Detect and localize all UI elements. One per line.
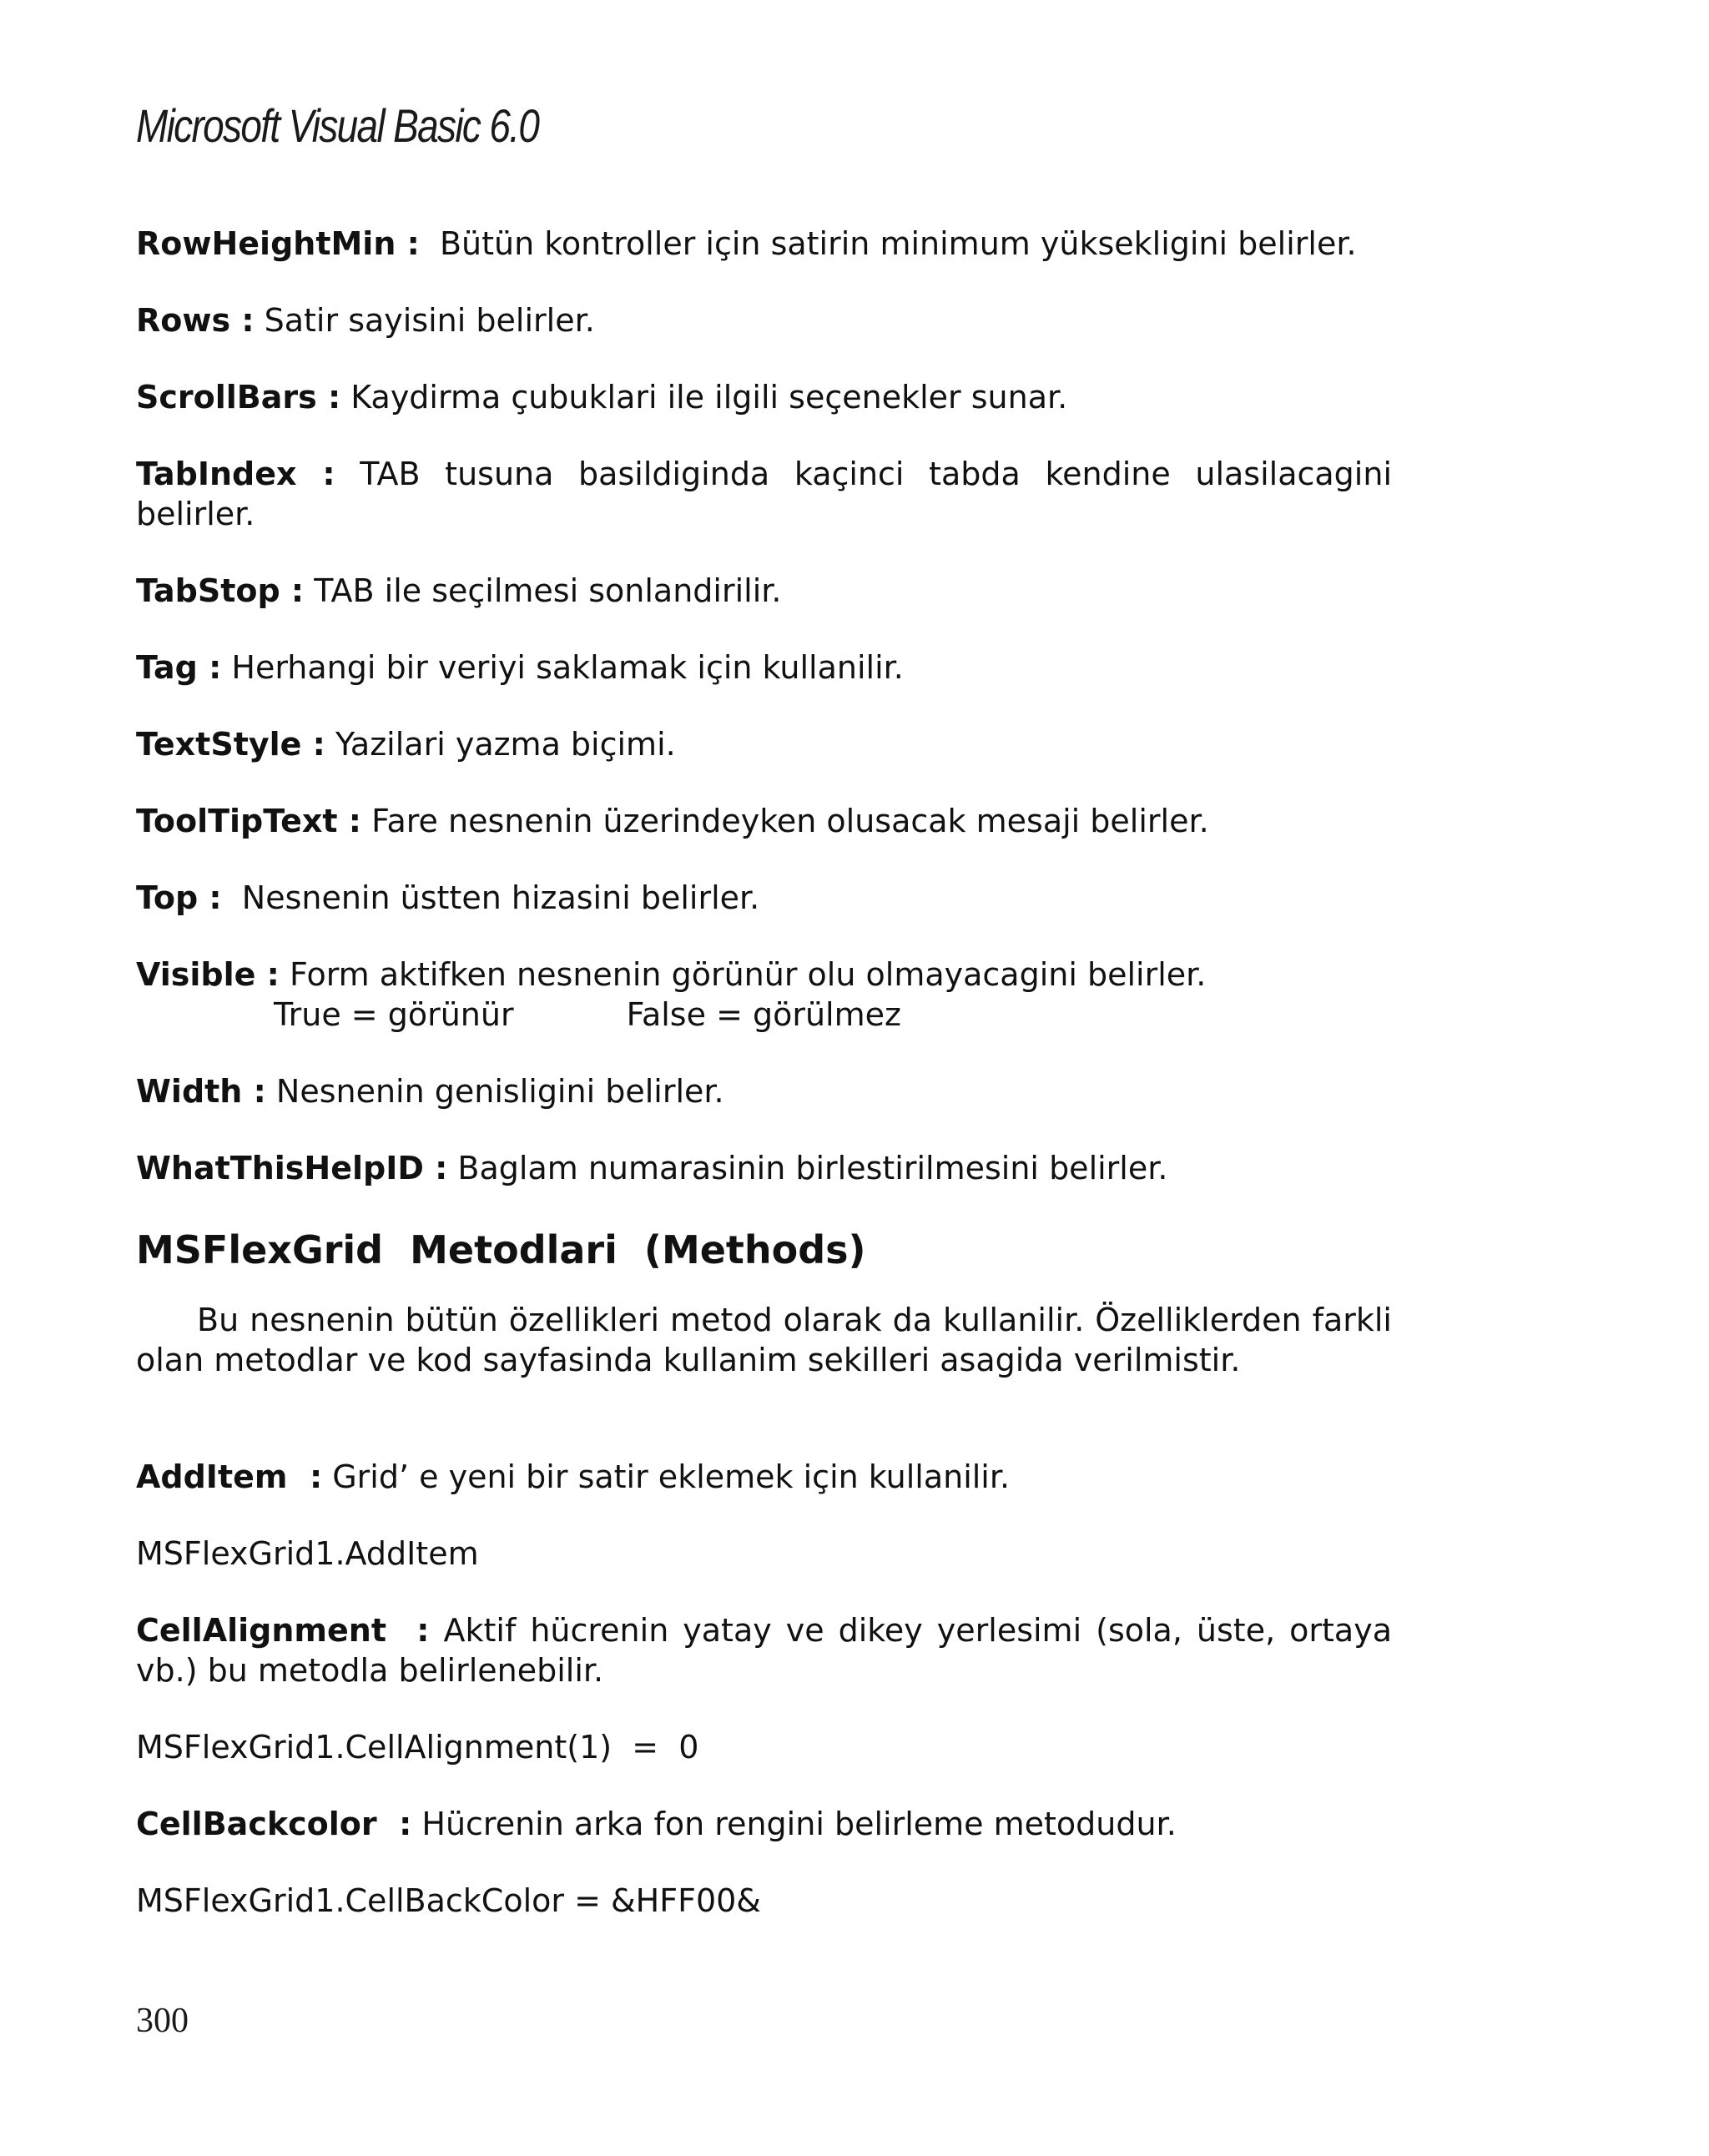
property-tooltiptext xyxy=(136,801,1392,841)
property-desc: Baglam numarasinin birlestirilmesini belirler. xyxy=(457,1150,1168,1186)
method-desc: Hücrenin arka fon rengini belirleme metodudur. xyxy=(421,1806,1177,1842)
property-term: Top : xyxy=(136,879,222,916)
property-term: RowHeightMin : xyxy=(136,225,420,262)
property-tabstop xyxy=(136,571,1392,611)
property-term: TabStop : xyxy=(136,572,305,609)
page-content xyxy=(136,224,1403,1921)
property-width xyxy=(136,1071,1392,1111)
method-term: CellAlignment : xyxy=(136,1612,430,1649)
visible-true-value: True = görünür xyxy=(274,996,514,1033)
method-additem xyxy=(136,1457,1392,1497)
property-term: Width : xyxy=(136,1073,266,1110)
property-desc: Yazilari yazma biçimi. xyxy=(335,726,676,763)
property-visible xyxy=(136,955,1392,1035)
property-scrollbars xyxy=(136,377,1392,417)
property-term: ToolTipText : xyxy=(136,803,362,839)
property-term: ScrollBars : xyxy=(136,379,341,416)
property-term: TextStyle : xyxy=(136,726,325,763)
property-whatthishelpid xyxy=(136,1148,1392,1188)
property-term: TabIndex : xyxy=(136,456,335,492)
method-term: CellBackcolor : xyxy=(136,1806,412,1842)
page-header-title: Microsoft Visual Basic 6.0 xyxy=(136,99,539,152)
property-desc: Satir sayisini belirler. xyxy=(264,302,595,339)
property-desc: Kaydirma çubuklari ile ilgili seçenekler sunar. xyxy=(350,379,1068,416)
property-rows xyxy=(136,300,1392,340)
method-desc: Grid’ e yeni bir satir eklemek için kullanilir. xyxy=(332,1458,1011,1495)
section-intro: Bu nesnenin bütün özellikleri metod olarak da kullanilir. Özelliklerden farkli olan metodlar ve kod sayfasinda kullanim sekilleri asagida verilmistir. xyxy=(136,1302,1392,1378)
property-term: Rows : xyxy=(136,302,255,339)
method-cellalignment xyxy=(136,1610,1403,1690)
property-desc: Herhangi bir veriyi saklamak için kullanilir. xyxy=(231,649,904,686)
method-cellbackcolor xyxy=(136,1804,1392,1844)
property-desc: Nesnenin üstten hizasini belirler. xyxy=(241,879,760,916)
method-term: AddItem : xyxy=(136,1458,323,1495)
property-top xyxy=(136,878,1392,918)
property-term: WhatThisHelpID : xyxy=(136,1150,448,1186)
property-rowheightmin xyxy=(136,224,1392,264)
method-code: MSFlexGrid1.CellAlignment(1) = 0 xyxy=(136,1729,699,1766)
property-desc: TAB tusuna basildiginda kaçinci tabda kendine ulasilacagini belirler. xyxy=(136,456,1392,532)
property-textstyle xyxy=(136,724,1392,764)
method-code: MSFlexGrid1.CellBackColor = &HFF00& xyxy=(136,1882,761,1919)
method-code: MSFlexGrid1.AddItem xyxy=(136,1535,479,1572)
property-desc: TAB ile seçilmesi sonlandirilir. xyxy=(314,572,782,609)
property-desc: Bütün kontroller için satirin minimum yüksekligini belirler. xyxy=(439,225,1357,262)
property-desc: Form aktifken nesnenin görünür olu olmayacagini belirler. xyxy=(289,956,1207,993)
property-term: Tag : xyxy=(136,649,222,686)
visible-values xyxy=(136,995,1392,1035)
property-desc: Nesnenin genisligini belirler. xyxy=(275,1073,724,1110)
visible-false-value: False = görülmez xyxy=(626,996,901,1033)
page-number: 300 xyxy=(136,2002,189,2040)
property-term: Visible : xyxy=(136,956,280,993)
property-tag xyxy=(136,647,1392,688)
section-title: MSFlexGrid Metodlari (Methods) xyxy=(136,1227,866,1272)
property-tabindex xyxy=(136,454,1392,534)
property-desc: Fare nesnenin üzerindeyken olusacak mesaji belirler. xyxy=(371,803,1209,839)
method-desc: Aktif hücrenin yatay ve dikey yerlesimi (sola, üste, ortaya vb.) bu metodla belirlenebilir. xyxy=(136,1612,1403,1689)
